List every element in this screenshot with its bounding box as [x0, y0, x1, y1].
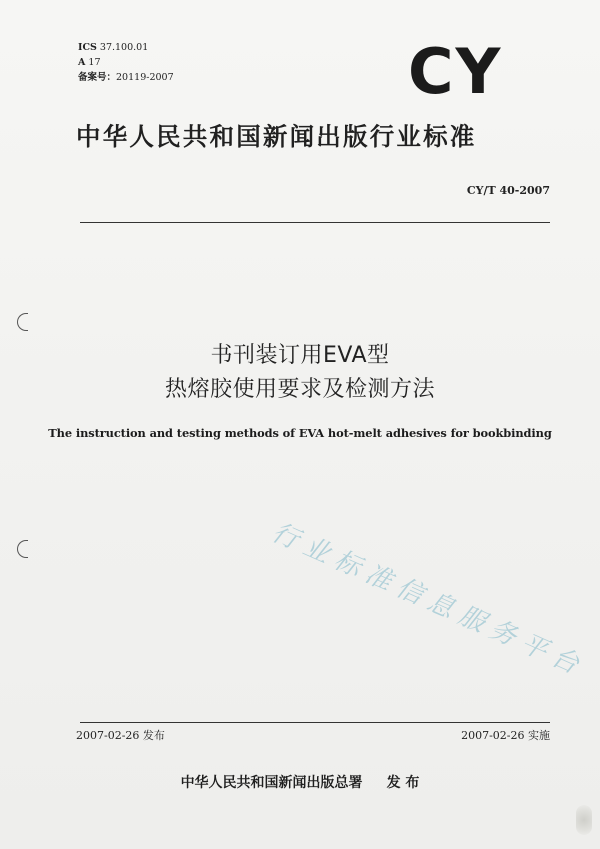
record-value: 20119-2007 — [116, 72, 174, 83]
class-line — [78, 55, 174, 70]
class-label: A — [78, 57, 86, 68]
paper-stain — [576, 805, 592, 835]
document-title-english: The instruction and testing methods of EVA hot-melt adhesives for bookbinding — [48, 426, 552, 440]
bottom-divider — [80, 722, 550, 723]
class-value: 17 — [88, 57, 101, 68]
watermark: 行业标准信息服务平台 — [267, 517, 591, 684]
document-title-line2: 热熔胶使用要求及检测方法 — [164, 377, 435, 402]
binding-hole-mark — [17, 540, 28, 558]
record-label: 备案号： — [78, 72, 117, 83]
issuer-name: 中华人民共和国新闻出版总署 — [180, 775, 363, 791]
standard-code: CY/T 40-2007 — [466, 184, 550, 197]
standard-title: 中华人民共和国新闻出版行业标准 — [76, 122, 477, 151]
top-divider — [80, 222, 550, 223]
release-date: 2007-02-26 发布 — [76, 729, 165, 742]
document-title-line1: 书刊装订用EVA型 — [210, 343, 390, 368]
ics-value: 37.100.01 — [99, 42, 149, 53]
binding-hole-mark — [17, 313, 28, 331]
cy-logo: CY — [408, 35, 503, 108]
implement-date: 2007-02-26 实施 — [461, 729, 550, 742]
issuer-action: 发 布 — [386, 775, 420, 791]
issuer-line — [0, 772, 600, 792]
record-line — [78, 70, 174, 85]
classification-block — [78, 40, 174, 85]
ics-label: ICS — [78, 42, 97, 53]
ics-line — [78, 40, 174, 55]
